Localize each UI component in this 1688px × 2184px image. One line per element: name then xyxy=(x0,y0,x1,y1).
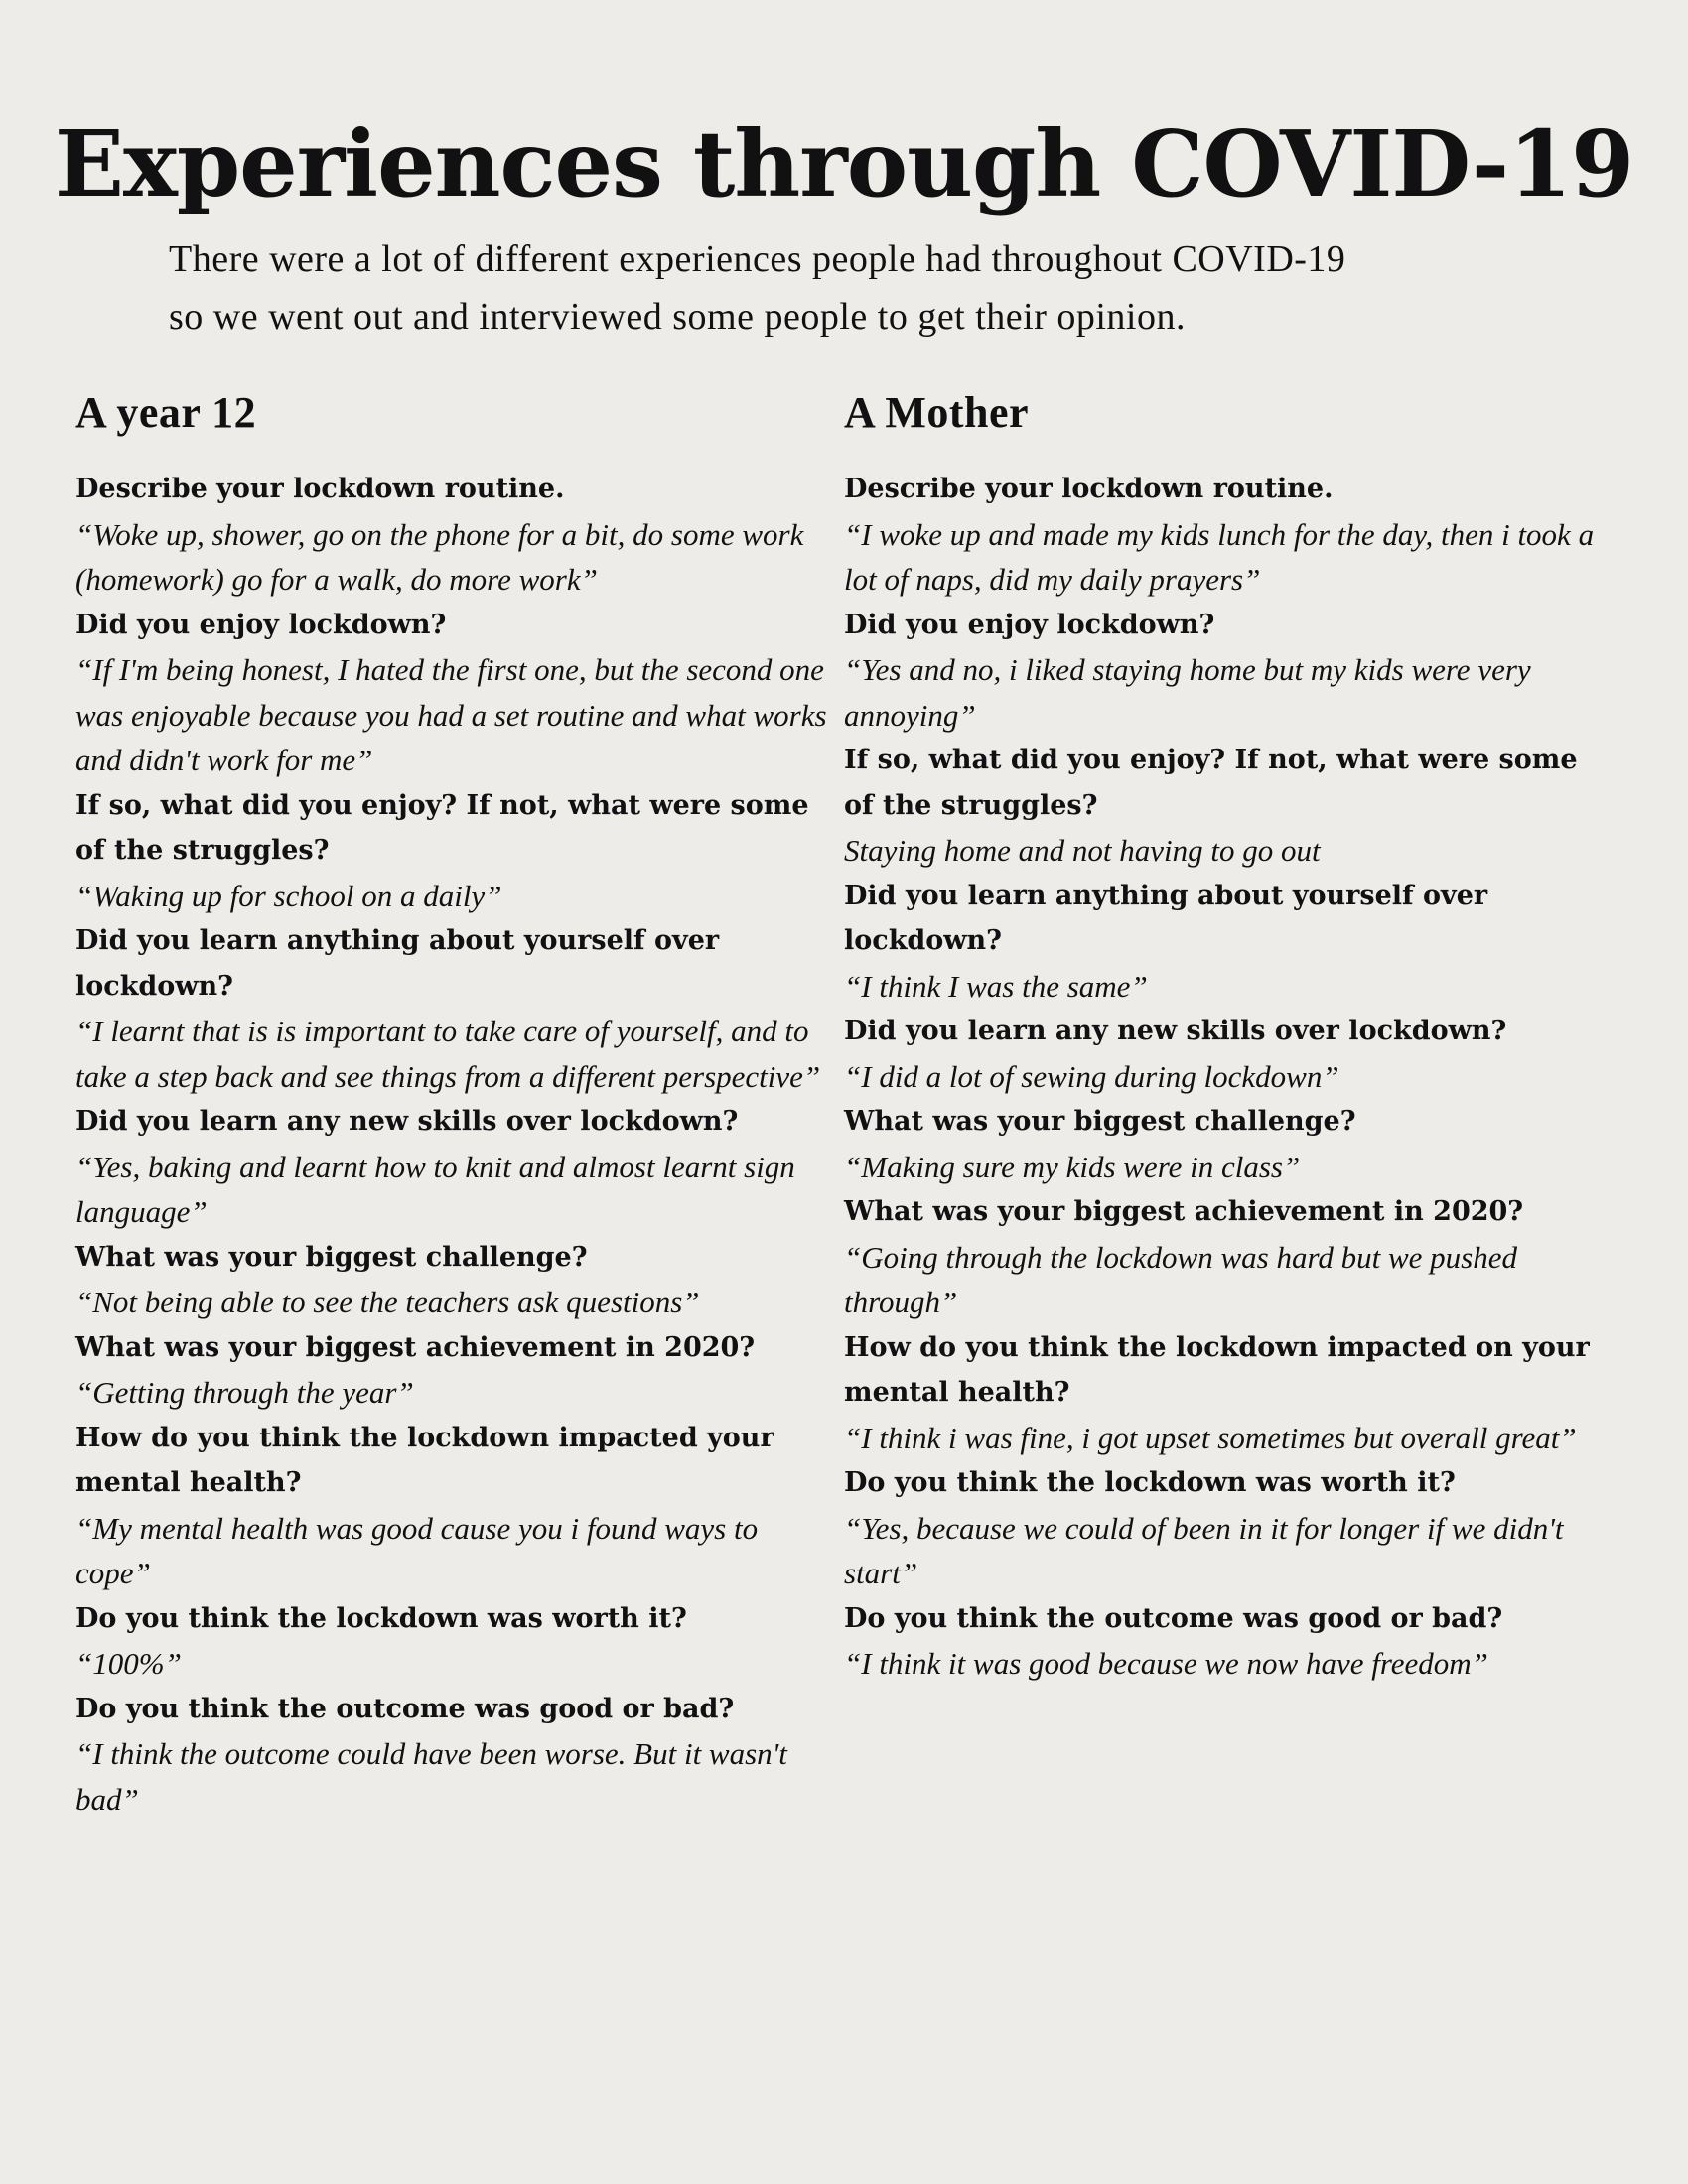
answer: “I think I was the same” xyxy=(844,968,1148,1004)
question: What was your biggest achievement in 2020? xyxy=(75,1331,756,1363)
question: If so, what did you enjoy? If not, what were some of the struggles? xyxy=(75,789,809,866)
qa-item xyxy=(75,467,830,603)
question: What was your biggest challenge? xyxy=(75,1241,588,1273)
qa-item xyxy=(844,1099,1599,1189)
interview-year-12 xyxy=(75,383,830,1822)
question: What was your biggest achievement in 2020? xyxy=(844,1196,1524,1227)
answer: “Yes, baking and learnt how to knit and almost learnt sign language” xyxy=(75,1149,795,1229)
question: How do you think the lockdown impacted on your mental health? xyxy=(844,1331,1590,1408)
qa-item xyxy=(75,1596,830,1687)
question: Do you think the outcome was good or bad? xyxy=(844,1602,1503,1634)
answer: “I learnt that is is important to take care of yourself, and to take a step back and see things from a different perspective” xyxy=(75,1014,821,1094)
question: If so, what did you enjoy? If not, what were some of the struggles? xyxy=(844,745,1578,821)
intro-line: so we went out and interviewed some people to get their opinion. xyxy=(169,296,1186,338)
answer: “Making sure my kids were in class” xyxy=(844,1149,1301,1184)
qa-item xyxy=(844,1596,1599,1687)
qa-item xyxy=(75,603,830,783)
answer: “If I'm being honest, I hated the first one, but the second one was enjoyable because you had a set routine and what works and didn't work for me” xyxy=(75,652,827,777)
answer: “Going through the lockdown was hard but we pushed through” xyxy=(844,1239,1517,1319)
answer: “I woke up and made my kids lunch for the day, then i took a lot of naps, did my daily prayers” xyxy=(844,516,1595,597)
qa-item xyxy=(844,874,1599,1010)
answer: “Not being able to see the teachers ask questions” xyxy=(75,1285,700,1319)
question: Did you learn any new skills over lockdown? xyxy=(75,1106,739,1137)
question: Do you think the lockdown was worth it? xyxy=(75,1602,687,1634)
question: Did you enjoy lockdown? xyxy=(844,609,1215,640)
qa-item xyxy=(844,467,1599,603)
question: Did you enjoy lockdown? xyxy=(75,609,447,640)
qa-item xyxy=(75,918,830,1099)
question: Describe your lockdown routine. xyxy=(844,474,1334,504)
qa-item xyxy=(75,1235,830,1325)
answer: “Waking up for school on a daily” xyxy=(75,878,502,913)
interview-mother xyxy=(844,383,1599,1687)
question: How do you think the lockdown impacted your mental health? xyxy=(75,1422,774,1498)
answer: “Woke up, shower, go on the phone for a bit, do some work (homework) go for a walk, do more work” xyxy=(75,516,804,597)
question: What was your biggest challenge? xyxy=(844,1106,1356,1137)
question: Do you think the outcome was good or bad? xyxy=(75,1693,735,1724)
answer: “I did a lot of sewing during lockdown” xyxy=(844,1058,1339,1094)
qa-item xyxy=(75,1325,830,1416)
intro-paragraph xyxy=(169,230,1539,345)
qa-item xyxy=(844,1460,1599,1596)
answer: “Yes and no, i liked staying home but my kids were very annoying” xyxy=(844,652,1531,733)
question: Do you think the lockdown was worth it? xyxy=(844,1467,1456,1498)
interviewee-heading: A year 12 xyxy=(75,388,257,437)
qa-item xyxy=(75,1416,830,1596)
qa-item xyxy=(75,783,830,919)
question: Did you learn anything about yourself over lockdown? xyxy=(75,925,720,1002)
question: Did you learn anything about yourself over lockdown? xyxy=(844,880,1488,956)
answer: “Yes, because we could of been in it for longer if we didn't start” xyxy=(844,1510,1564,1590)
qa-item xyxy=(75,1099,830,1235)
qa-item xyxy=(75,1687,830,1823)
qa-item xyxy=(844,603,1599,739)
answer: “Getting through the year” xyxy=(75,1375,414,1410)
answer: “My mental health was good cause you i found ways to cope” xyxy=(75,1510,759,1590)
question: Describe your lockdown routine. xyxy=(75,474,565,504)
page-title: Experiences through COVID-19 xyxy=(54,110,1634,217)
qa-item xyxy=(844,1189,1599,1325)
intro-line: There were a lot of different experiences people had throughout COVID-19 xyxy=(169,238,1346,280)
answer: “I think it was good because we now have freedom” xyxy=(844,1646,1488,1681)
question: Did you learn any new skills over lockdown? xyxy=(844,1016,1507,1046)
answer: Staying home and not having to go out xyxy=(844,833,1321,868)
answer: “I think i was fine, i got upset sometimes but overall great” xyxy=(844,1420,1577,1455)
answer: “I think the outcome could have been worse. But it wasn't bad” xyxy=(75,1736,787,1817)
qa-item xyxy=(844,738,1599,874)
qa-item xyxy=(844,1009,1599,1099)
interviewee-heading: A Mother xyxy=(844,388,1030,437)
qa-item xyxy=(844,1325,1599,1461)
answer: “100%” xyxy=(75,1646,182,1681)
